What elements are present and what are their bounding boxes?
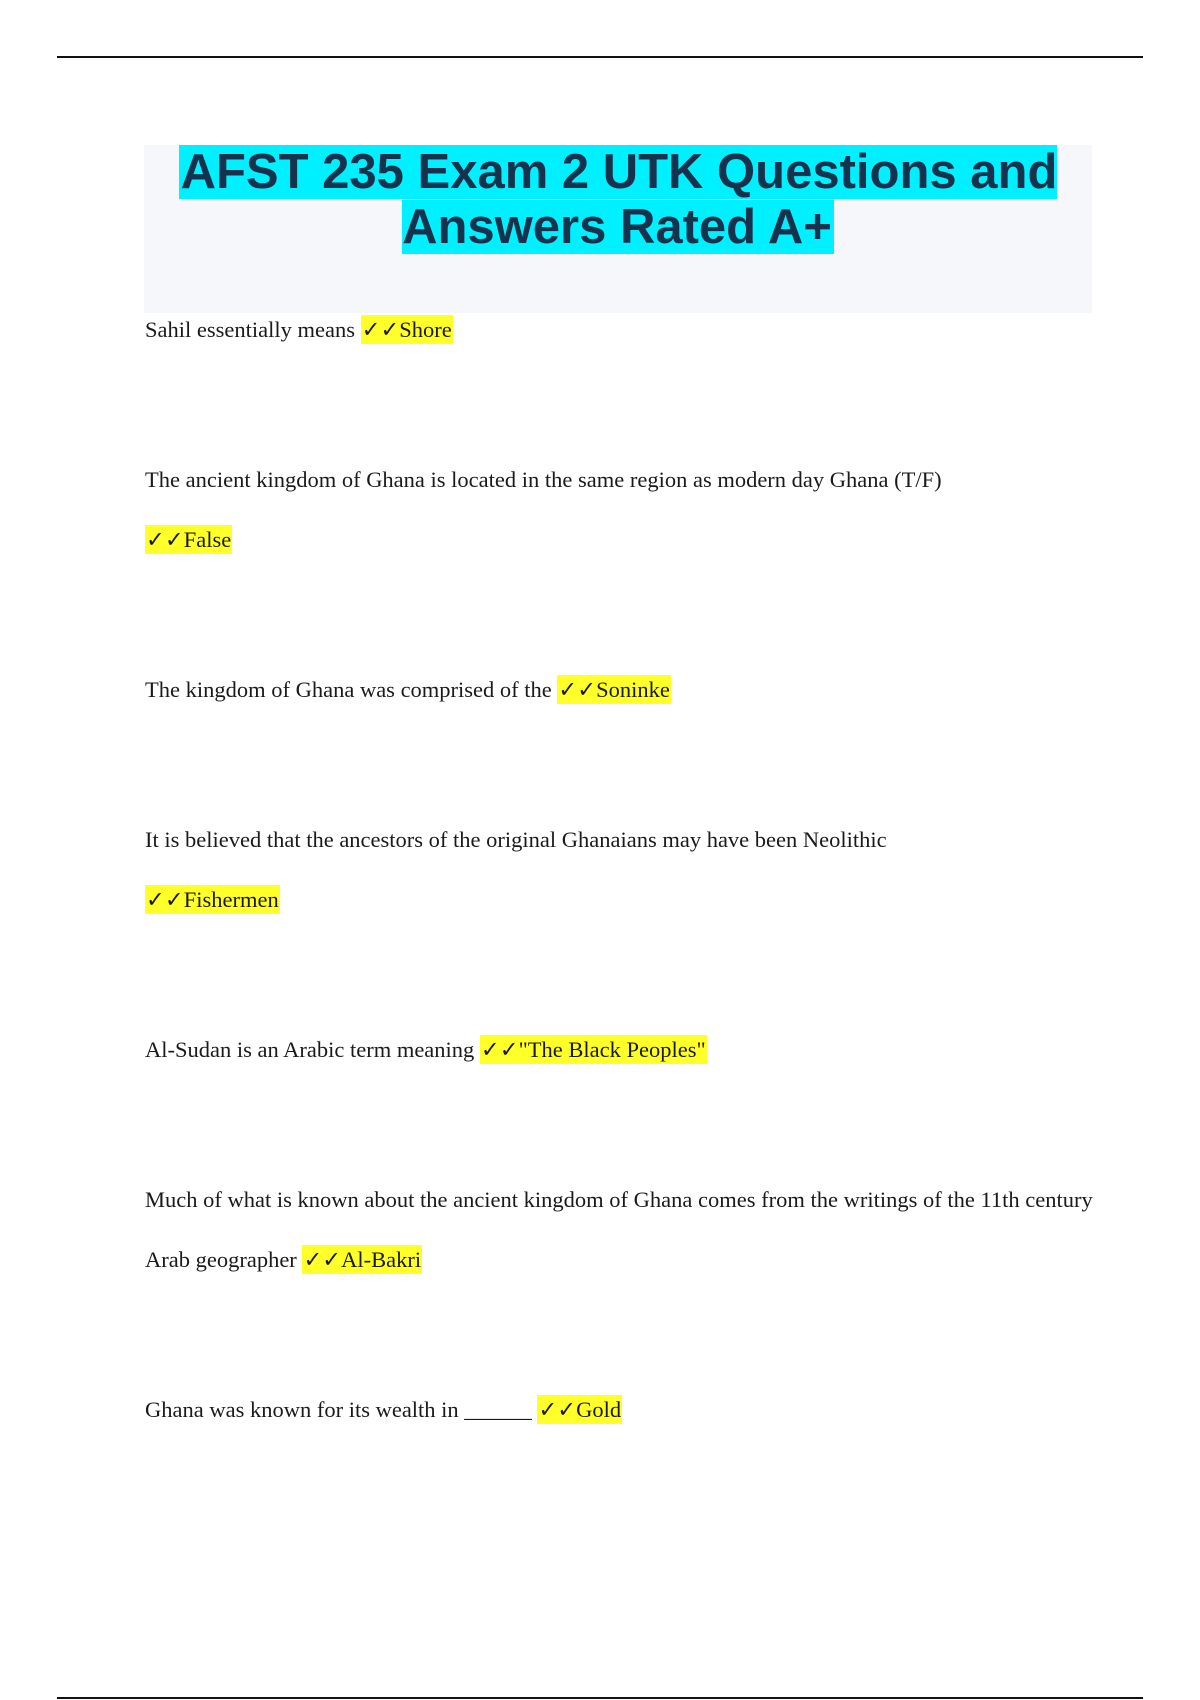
question-text: Al-Sudan is an Arabic term meaning: [145, 1037, 480, 1062]
answer-highlight: ✓✓Soninke: [558, 677, 670, 702]
answer-highlight: ✓✓False: [146, 527, 232, 552]
question-text: Ghana was known for its wealth in ______: [145, 1397, 538, 1422]
bottom-rule: [57, 1697, 1143, 1699]
qa-item-2: [145, 450, 1095, 570]
qa-item-6: [145, 1170, 1095, 1290]
question-text: The kingdom of Ghana was comprised of the: [145, 677, 558, 702]
question-text: Sahil essentially means: [145, 317, 361, 342]
qa-item-4: [145, 810, 1095, 930]
qa-item-3: [145, 660, 1095, 720]
answer-highlight: ✓✓"The Black Peoples": [480, 1037, 706, 1062]
question-text: Much of what is known about the ancient kingdom of Ghana comes from the writings of the 11th century Arab geographer: [145, 1187, 1093, 1272]
top-rule: [57, 56, 1143, 58]
qa-item-7: [145, 1380, 1095, 1440]
question-text: The ancient kingdom of Ghana is located in the same region as modern day Ghana (T/F): [145, 467, 942, 492]
qa-item-5: [145, 1020, 1095, 1080]
page-title: AFST 235 Exam 2 UTK Questions and Answers Rated A+: [180, 145, 1058, 254]
question-text: It is believed that the ancestors of the original Ghanaians may have been Neolithic: [145, 827, 887, 852]
qa-item-1: [145, 300, 1095, 360]
answer-highlight: ✓✓Fishermen: [146, 887, 279, 912]
answer-highlight: ✓✓Al-Bakri: [303, 1247, 422, 1272]
answer-highlight: ✓✓Gold: [538, 1397, 622, 1422]
answer-highlight: ✓✓Shore: [361, 317, 452, 342]
